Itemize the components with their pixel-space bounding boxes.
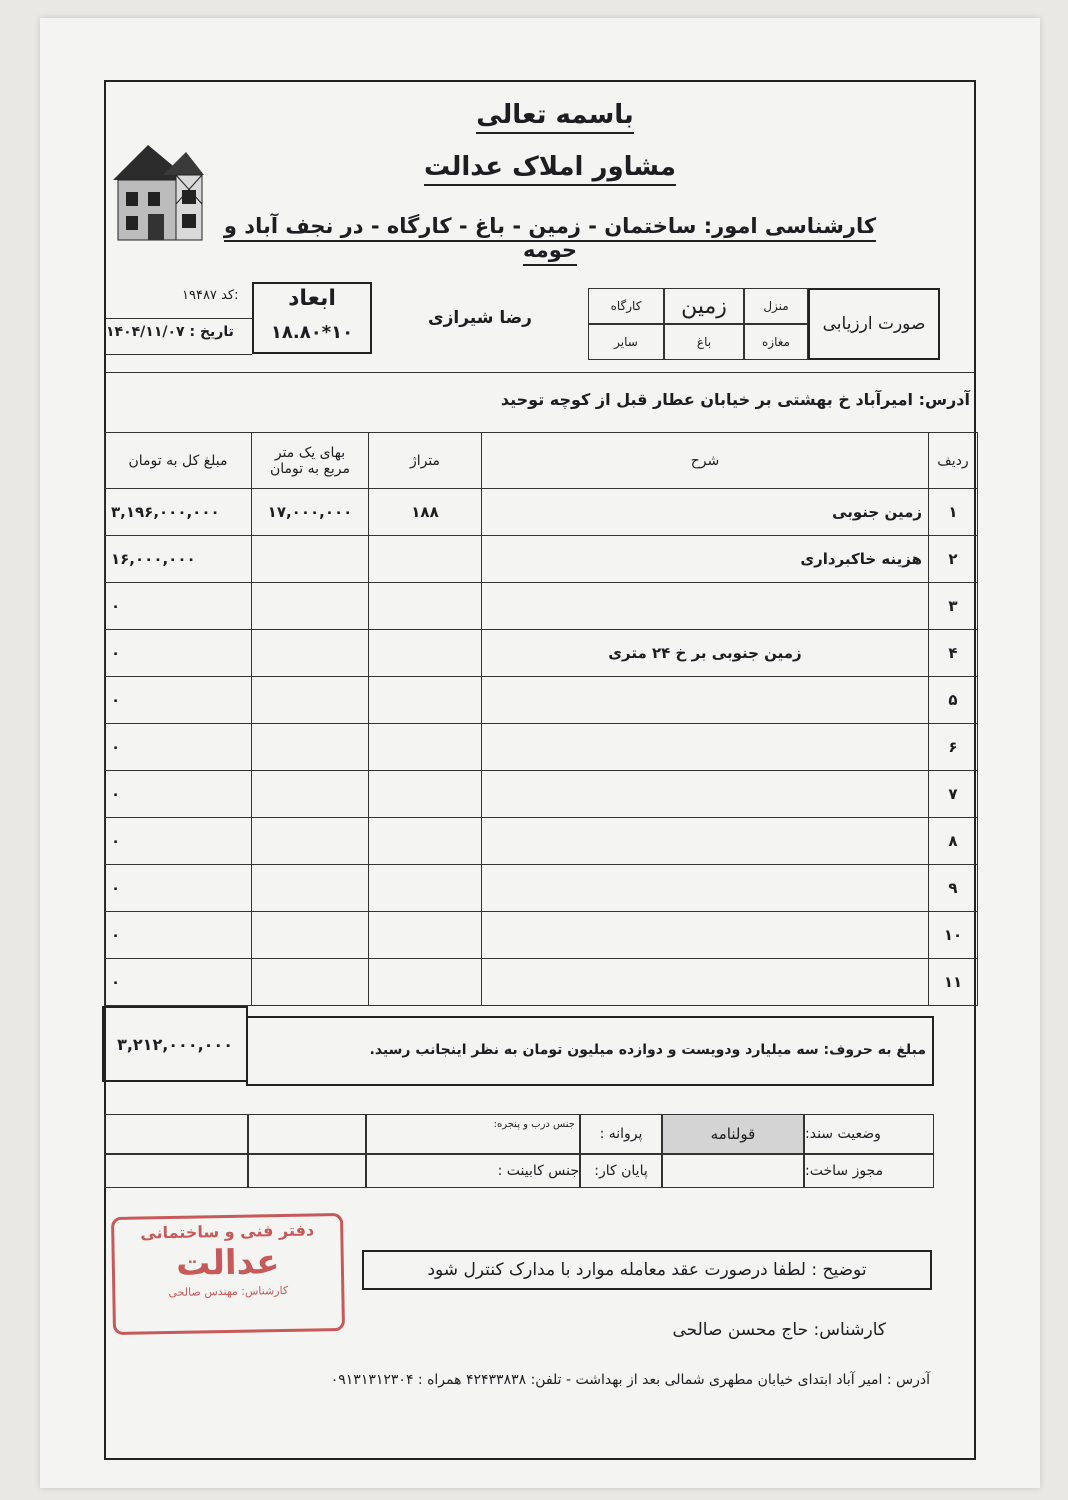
row-area xyxy=(369,677,482,724)
doc-status-value: قولنامه xyxy=(662,1114,804,1154)
row-number: ۳ xyxy=(929,583,978,630)
row-unit-price xyxy=(252,536,369,583)
completion-label: پایان کار: xyxy=(580,1154,662,1188)
row-area xyxy=(369,959,482,1006)
row-area xyxy=(369,583,482,630)
date-value: ۱۴۰۴/۱۱/۰۷ xyxy=(106,324,185,340)
header-unit-price-line1: بهای یک متر xyxy=(274,444,346,461)
row-unit-price xyxy=(252,865,369,912)
row-number: ۱۱ xyxy=(929,959,978,1006)
row-total: ۰ xyxy=(105,959,252,1006)
note-box: توضیح : لطفا درصورت عقد معامله موارد با مدارک کنترل شود xyxy=(362,1250,932,1290)
doc-status-label: وضعیت سند: xyxy=(804,1114,934,1154)
row-description xyxy=(482,724,929,771)
door-window-label: جنس درب و پنجره: xyxy=(366,1114,580,1154)
address-label: آدرس: xyxy=(918,390,970,409)
row-area xyxy=(369,771,482,818)
door-window-value xyxy=(248,1114,366,1154)
code-field xyxy=(106,288,252,303)
header-row: ردیف xyxy=(929,433,978,489)
type-land: زمین xyxy=(664,288,744,324)
row-total: ۰ xyxy=(105,818,252,865)
header-area: متراژ xyxy=(369,433,482,489)
row-area: ۱۸۸ xyxy=(369,489,482,536)
row-area xyxy=(369,630,482,677)
row-description xyxy=(482,912,929,959)
stamp-line1: دفتر فنی و ساختمانی xyxy=(140,1220,315,1243)
stamp-line3: کارشناس: مهندس صالحی xyxy=(168,1283,289,1300)
owner-name: رضا شیرازی xyxy=(428,308,532,328)
type-house: منزل xyxy=(744,288,808,324)
row-description xyxy=(482,771,929,818)
row-number: ۲ xyxy=(929,536,978,583)
table-row xyxy=(105,677,978,724)
table-row xyxy=(105,630,978,677)
row-description xyxy=(482,865,929,912)
row-number: ۷ xyxy=(929,771,978,818)
code-date-box xyxy=(106,282,252,355)
dimensions-box xyxy=(252,282,372,354)
row-number: ۸ xyxy=(929,818,978,865)
build-permit-value xyxy=(662,1154,804,1188)
row-total: ۰ xyxy=(105,865,252,912)
table-row xyxy=(105,865,978,912)
row-description: هزینه خاکبرداری xyxy=(482,536,929,583)
header-total: مبلغ کل به تومان xyxy=(105,433,252,489)
table-row xyxy=(105,536,978,583)
row-unit-price xyxy=(252,583,369,630)
license-label: پروانه : xyxy=(580,1114,662,1154)
type-other: سایر xyxy=(588,324,664,360)
code-value: ۱۹۴۸۷ xyxy=(182,288,217,303)
status-blank-2 xyxy=(104,1154,248,1188)
header-unit-price xyxy=(252,433,369,489)
cabinet-label: جنس کابینت : xyxy=(366,1154,580,1188)
row-number: ۱ xyxy=(929,489,978,536)
row-unit-price xyxy=(252,724,369,771)
row-description xyxy=(482,818,929,865)
table-row xyxy=(105,912,978,959)
table-row xyxy=(105,583,978,630)
table-row xyxy=(105,489,978,536)
row-unit-price: ۱۷,۰۰۰,۰۰۰ xyxy=(252,489,369,536)
row-area xyxy=(369,818,482,865)
row-total: ۰ xyxy=(105,630,252,677)
row-area xyxy=(369,912,482,959)
build-permit-label: مجوز ساخت: xyxy=(804,1154,934,1188)
row-total: ۰ xyxy=(105,912,252,959)
office-stamp xyxy=(111,1213,345,1335)
type-workshop: کارگاه xyxy=(588,288,664,324)
stamp-line2: عدالت xyxy=(175,1242,280,1284)
total-words-box xyxy=(246,1016,934,1086)
table-row xyxy=(105,959,978,1006)
row-description xyxy=(482,583,929,630)
header-desc: شرح xyxy=(482,433,929,489)
row-number: ۵ xyxy=(929,677,978,724)
row-total: ۰ xyxy=(105,771,252,818)
items-table xyxy=(104,432,978,1006)
total-number: ۳,۲۱۲,۰۰۰,۰۰۰ xyxy=(102,1006,248,1082)
row-unit-price xyxy=(252,630,369,677)
total-words-value: سه میلیارد ودویست و دوازده میلیون تومان به نظر اینجانب رسید. xyxy=(369,1042,819,1058)
header-unit-price-line2: مربع به تومان xyxy=(269,460,351,477)
expert-line: کارشناس: حاج محسن صالحی xyxy=(672,1320,886,1340)
row-total: ۱۶,۰۰۰,۰۰۰ xyxy=(105,536,252,583)
row-area xyxy=(369,536,482,583)
address-line xyxy=(200,390,970,409)
row-unit-price xyxy=(252,912,369,959)
type-shop: مغازه xyxy=(744,324,808,360)
row-area xyxy=(369,724,482,771)
row-number: ۴ xyxy=(929,630,978,677)
date-field xyxy=(106,324,252,340)
row-number: ۹ xyxy=(929,865,978,912)
type-garden: باغ xyxy=(664,324,744,360)
row-number: ۱۰ xyxy=(929,912,978,959)
total-words-label: مبلغ به حروف: xyxy=(823,1042,926,1058)
footer-address: آدرس : امیر آباد ابتدای خیابان مطهری شمالی بعد از بهداشت - تلفن: ۴۲۴۳۳۸۳۸ همراه : ۰۹۱۳۱۳۱۲۳۰۴ xyxy=(330,1372,930,1388)
row-total: ۰ xyxy=(105,583,252,630)
row-unit-price xyxy=(252,677,369,724)
table-row xyxy=(105,771,978,818)
address-value: امیرآباد خ بهشتی بر خیابان عطار قبل از کوچه توحید xyxy=(500,390,914,409)
row-total: ۰ xyxy=(105,724,252,771)
date-label: تاریخ : xyxy=(189,324,234,340)
row-total: ۰ xyxy=(105,677,252,724)
dimensions-value: ۱۰*۱۸.۸۰ xyxy=(270,322,354,343)
dimensions-label: ابعاد xyxy=(288,286,336,311)
services-line: کارشناسی امور: ساختمان - زمین - باغ - کارگاه - در نجف آباد و حومه xyxy=(215,214,885,262)
row-description: زمین جنوبی بر خ ۲۴ متری xyxy=(482,630,929,677)
row-area xyxy=(369,865,482,912)
table-row xyxy=(105,724,978,771)
valuation-label: صورت ارزیابی xyxy=(808,288,940,360)
row-description: زمین جنوبی xyxy=(482,489,929,536)
row-description xyxy=(482,959,929,1006)
row-unit-price xyxy=(252,959,369,1006)
row-description xyxy=(482,677,929,724)
row-unit-price xyxy=(252,771,369,818)
row-unit-price xyxy=(252,818,369,865)
status-blank-1 xyxy=(104,1114,248,1154)
code-label: کد: xyxy=(221,288,239,303)
row-number: ۶ xyxy=(929,724,978,771)
house-logo-icon xyxy=(108,140,206,244)
total-words xyxy=(370,1042,926,1058)
cabinet-value xyxy=(248,1154,366,1188)
table-row xyxy=(105,818,978,865)
office-name: مشاور املاک عدالت xyxy=(400,152,700,182)
row-total: ۳,۱۹۶,۰۰۰,۰۰۰ xyxy=(105,489,252,536)
basmala: باسمه تعالی xyxy=(430,100,680,130)
